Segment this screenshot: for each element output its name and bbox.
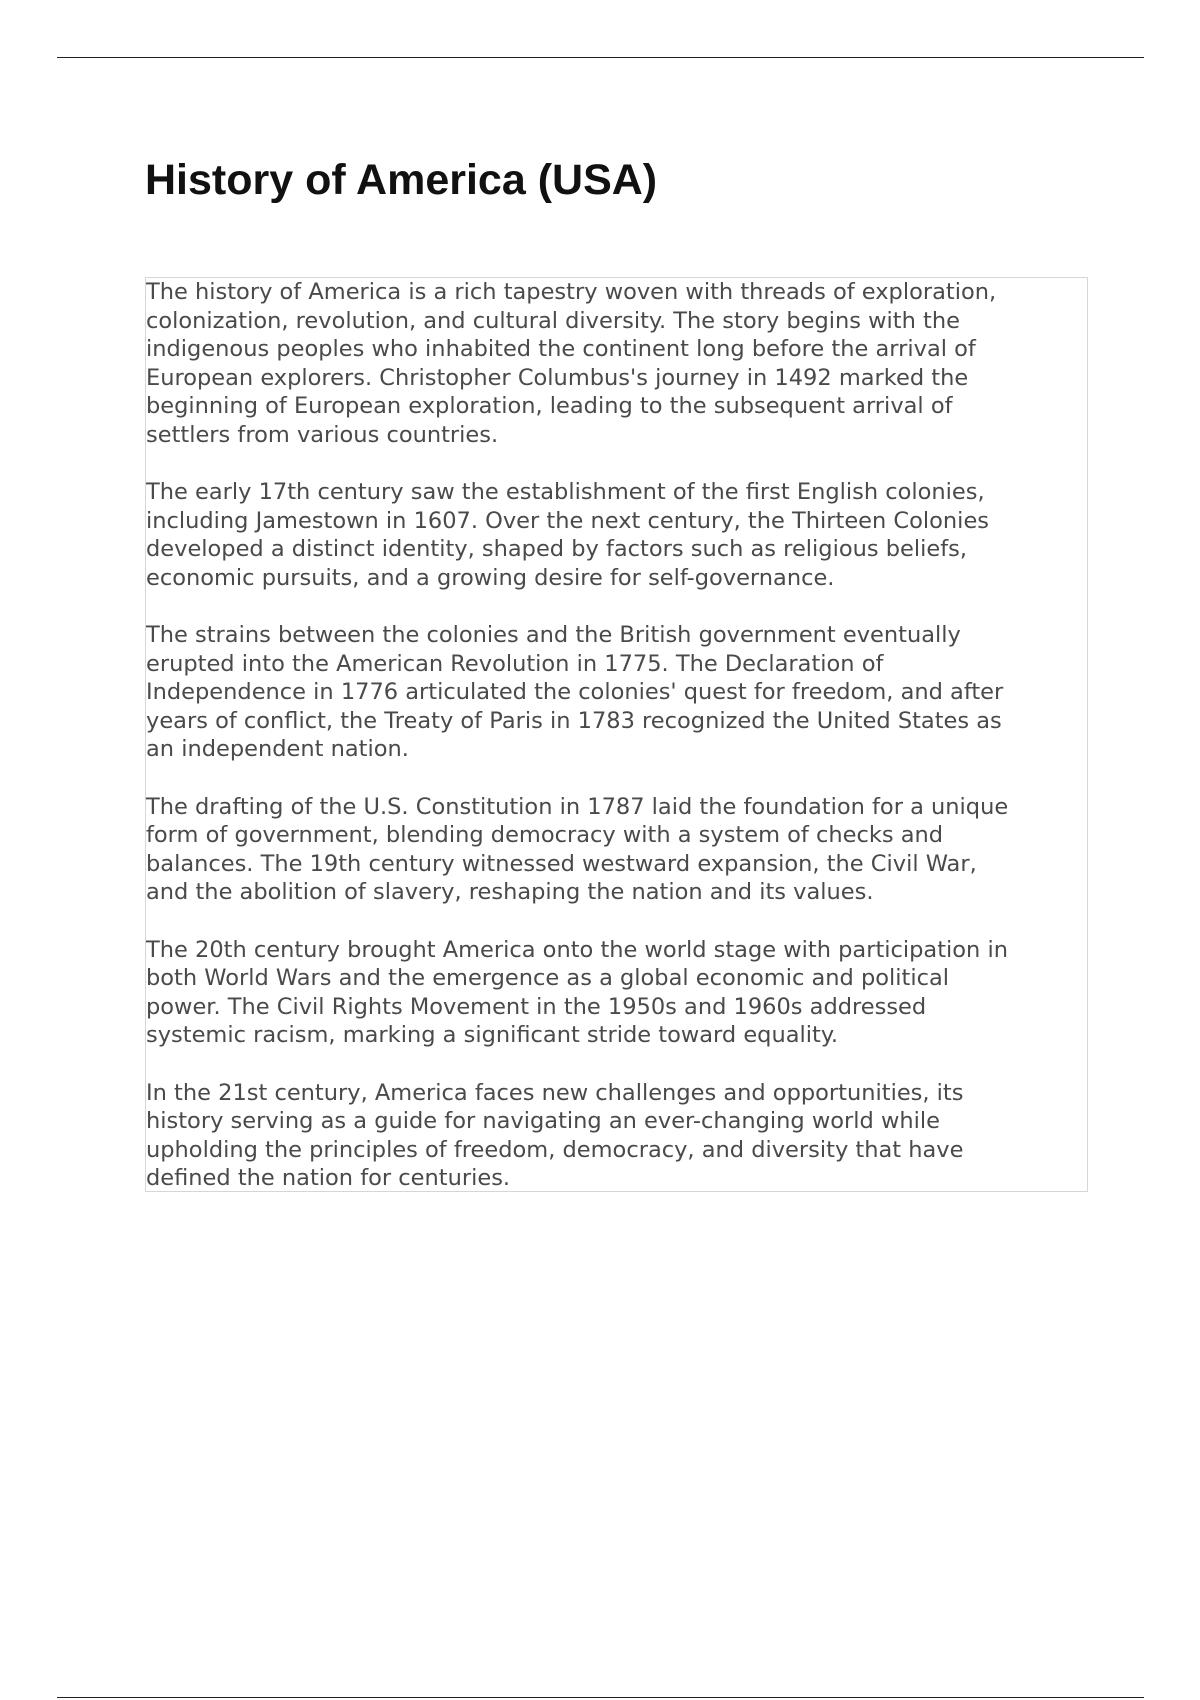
top-rule [57, 57, 1144, 58]
paragraph-line: form of government, blending democracy with a system of checks and [146, 822, 944, 848]
paragraph-line: settlers from various countries. [146, 421, 499, 448]
paragraph-line: power. The Civil Rights Movement in the 1950s and 1960s addressed [146, 993, 927, 1020]
paragraph-line: Independence in 1776 articulated the colonies' quest for freedom, and after [146, 679, 1004, 705]
paragraph-line: systemic racism, marking a significant stride toward equality. [146, 1022, 839, 1048]
document-title: History of America (USA) [145, 156, 658, 204]
paragraph-line: including Jamestown in 1607. Over the next century, the Thirteen Colonies [146, 507, 990, 534]
paragraph-2 [146, 478, 1087, 592]
paragraph-line: colonization, revolution, and cultural diversity. The story begins with the [146, 307, 960, 334]
paragraph-line: The history of America is a rich tapestry woven with threads of exploration, [146, 279, 997, 305]
paragraph-line: and the abolition of slavery, reshaping the nation and its values. [146, 879, 874, 905]
bottom-rule [57, 1697, 1144, 1698]
paragraph-4 [146, 793, 1087, 907]
paragraph-line: economic pursuits, and a growing desire for self-governance. [146, 564, 835, 591]
paragraph-line: The 20th century brought America onto the world stage with participation in [146, 936, 1008, 963]
paragraph-line: upholding the principles of freedom, democracy, and diversity that have [146, 1136, 964, 1163]
paragraph-line: The strains between the colonies and the British government eventually [146, 622, 961, 648]
paragraph-line: European explorers. Christopher Columbus's journey in 1492 marked the [146, 364, 969, 391]
paragraph-line: both World Wars and the emergence as a global economic and political [146, 965, 949, 991]
paragraph-line: erupted into the American Revolution in 1775. The Declaration of [146, 650, 884, 677]
paragraph-line: indigenous peoples who inhabited the continent long before the arrival of [146, 336, 976, 362]
content-box [145, 277, 1088, 1192]
paragraph-6 [146, 1079, 1087, 1193]
paragraph-3 [146, 621, 1087, 764]
paragraph-line: beginning of European exploration, leading to the subsequent arrival of [146, 393, 953, 419]
paragraph-line: developed a distinct identity, shaped by factors such as religious beliefs, [146, 536, 967, 562]
paragraph-line: defined the nation for centuries. [146, 1165, 511, 1191]
paragraph-line: balances. The 19th century witnessed westward expansion, the Civil War, [146, 850, 977, 877]
paragraph-5 [146, 936, 1087, 1050]
paragraph-line: The drafting of the U.S. Constitution in 1787 laid the foundation for a unique [146, 793, 1009, 820]
paragraph-line: The early 17th century saw the establishment of the first English colonies, [146, 479, 985, 505]
paragraph-line: history serving as a guide for navigating an ever-changing world while [146, 1108, 940, 1134]
paragraph-1 [146, 278, 1087, 449]
paragraph-line: years of conflict, the Treaty of Paris in 1783 recognized the United States as [146, 707, 1002, 734]
paragraph-line: In the 21st century, America faces new challenges and opportunities, its [146, 1079, 964, 1106]
paragraph-line: an independent nation. [146, 736, 409, 762]
